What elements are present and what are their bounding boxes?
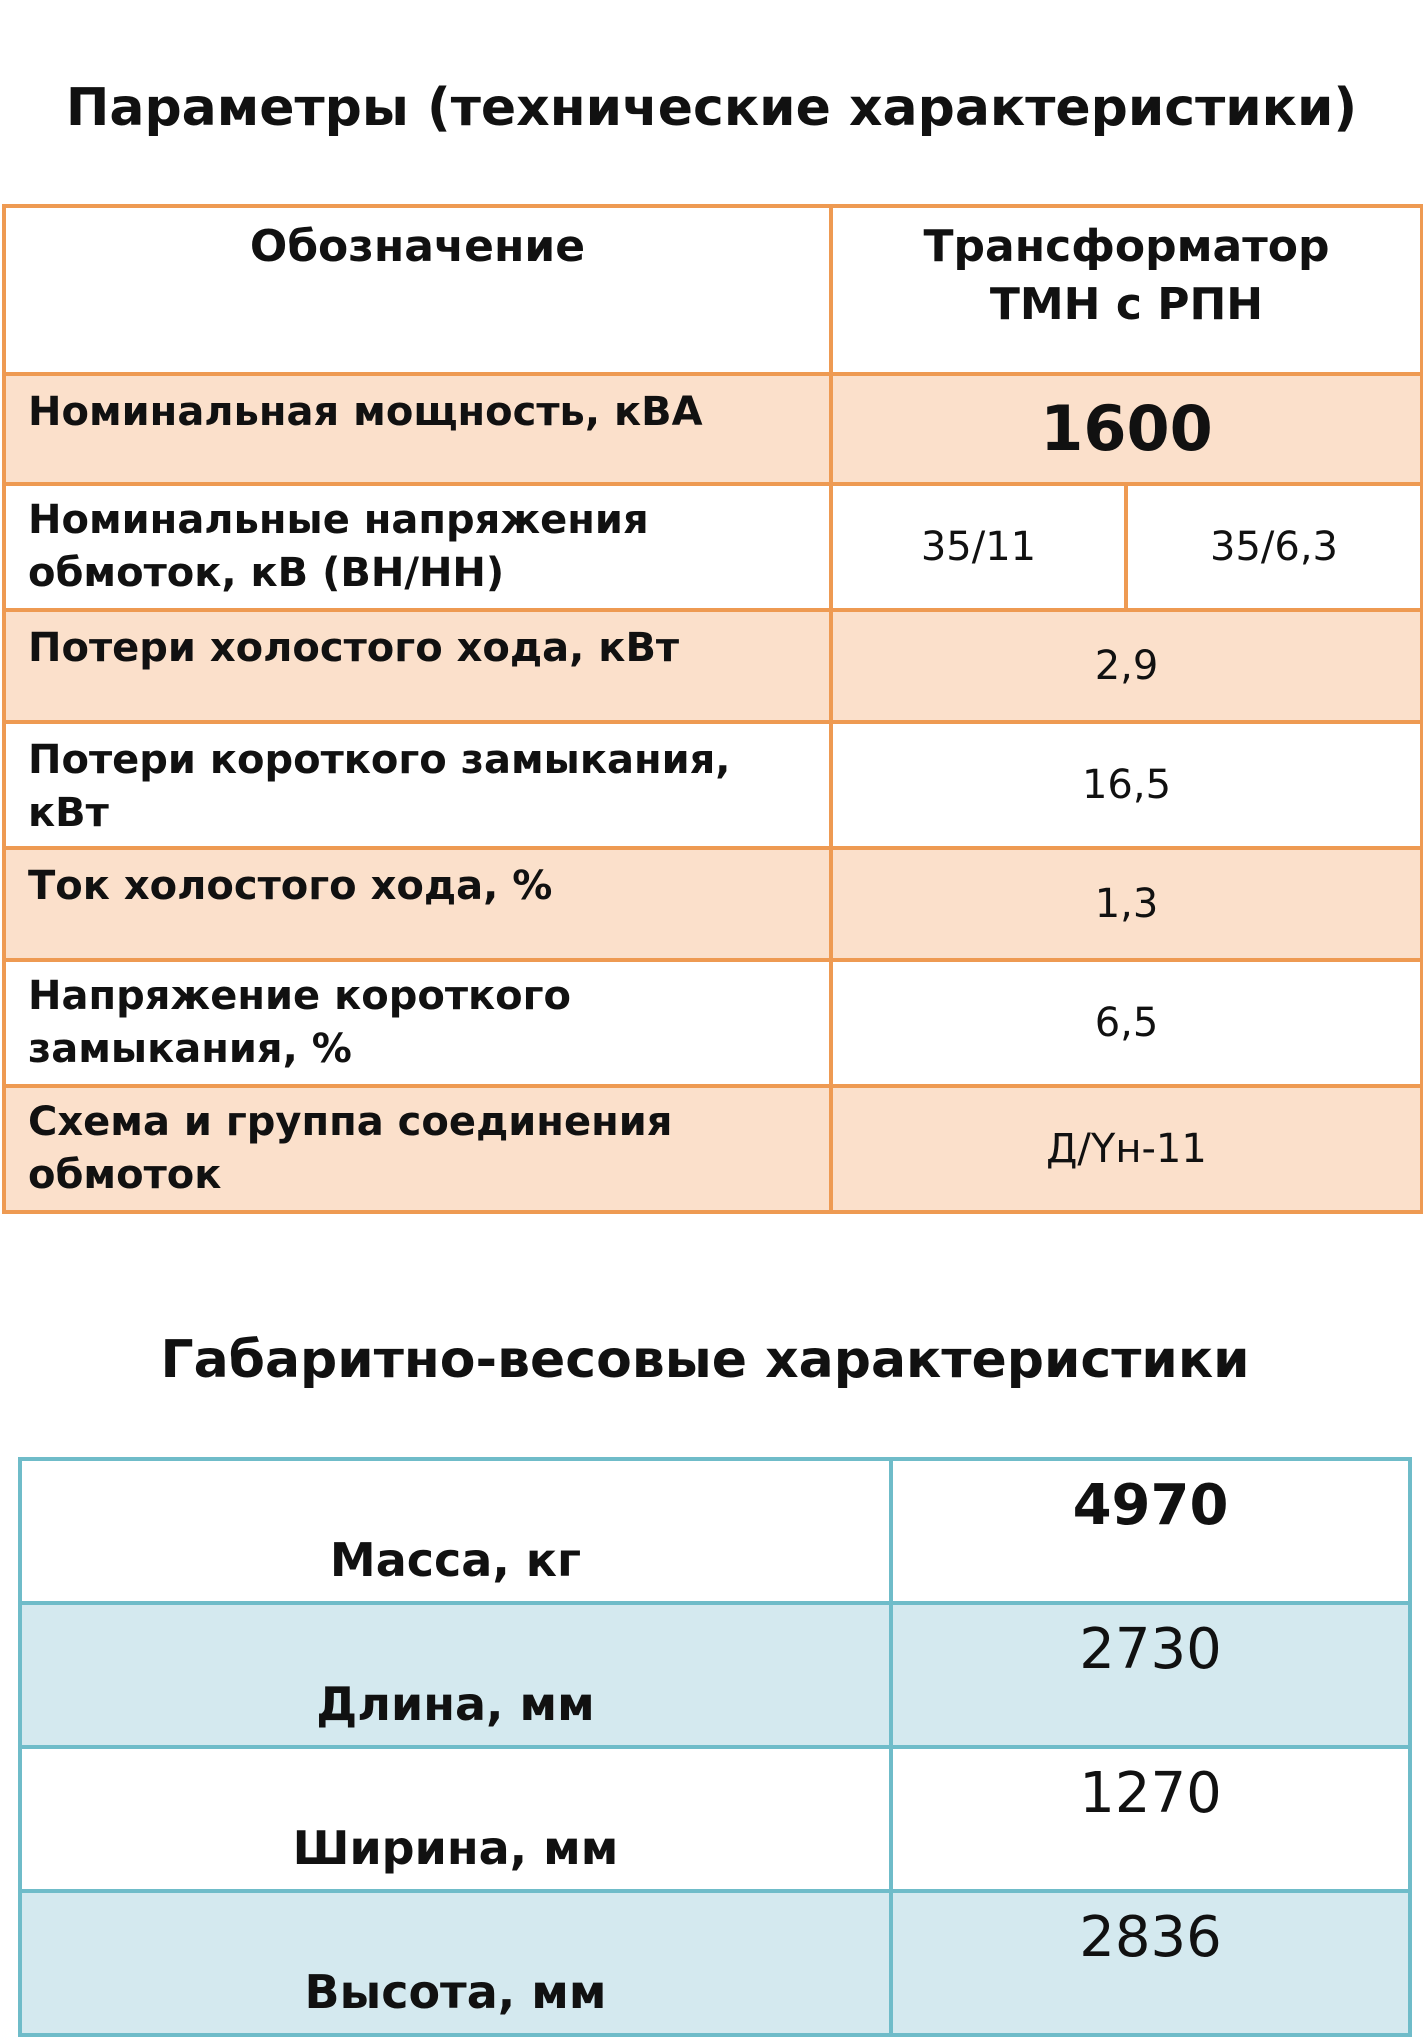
row-value: 2836 bbox=[891, 1891, 1410, 2035]
table-header-row bbox=[4, 206, 1422, 374]
header-transformer bbox=[831, 206, 1422, 374]
table-row bbox=[4, 610, 1422, 722]
table-row bbox=[4, 484, 1422, 610]
header-transformer-line2: ТМН с РПН bbox=[989, 279, 1264, 331]
row-value: 4970 bbox=[891, 1459, 1410, 1603]
parameters-table bbox=[2, 204, 1423, 1214]
row-value: 1,3 bbox=[831, 848, 1422, 960]
row-value: Д/Yн-11 bbox=[831, 1086, 1422, 1212]
table-row bbox=[20, 1459, 1410, 1603]
row-label-line1: Напряжение короткого bbox=[28, 973, 572, 1019]
row-value: 1270 bbox=[891, 1747, 1410, 1891]
row-label: Высота, мм bbox=[20, 1891, 891, 2035]
row-label: Масса, кг bbox=[20, 1459, 891, 1603]
table-row bbox=[4, 960, 1422, 1086]
page-title-dimensions: Габаритно-весовые характеристики bbox=[160, 1330, 1250, 1390]
row-value: 2730 bbox=[891, 1603, 1410, 1747]
row-value: 6,5 bbox=[831, 960, 1422, 1086]
table-row bbox=[20, 1747, 1410, 1891]
table-row bbox=[4, 722, 1422, 848]
row-value-hv-lv-6-3: 35/6,3 bbox=[1126, 484, 1422, 610]
row-label bbox=[4, 484, 831, 610]
row-value: 2,9 bbox=[831, 610, 1422, 722]
row-label bbox=[4, 960, 831, 1086]
table-row bbox=[4, 374, 1422, 484]
row-label-line1: Номинальные напряжения bbox=[28, 497, 649, 543]
header-designation bbox=[4, 206, 831, 374]
row-label-line2: обмоток, кВ (ВН/НН) bbox=[28, 549, 505, 596]
page-title-parameters: Параметры (технические характеристики) bbox=[65, 78, 1358, 138]
row-value: 16,5 bbox=[831, 722, 1422, 848]
row-label: Номинальная мощность, кВА bbox=[4, 374, 831, 484]
table-row bbox=[4, 848, 1422, 960]
row-label-line2: обмоток bbox=[28, 1151, 222, 1198]
row-value-hv-lv-11: 35/11 bbox=[831, 484, 1126, 610]
dimensions-table bbox=[18, 1457, 1412, 2037]
row-label: Потери холостого хода, кВт bbox=[4, 610, 831, 722]
row-label: Длина, мм bbox=[20, 1603, 891, 1747]
row-label-line2: замыкания, % bbox=[28, 1025, 352, 1072]
row-label: Ток холостого хода, % bbox=[4, 848, 831, 960]
table-row bbox=[4, 1086, 1422, 1212]
table-row bbox=[20, 1603, 1410, 1747]
header-transformer-line1: Трансформатор bbox=[923, 221, 1330, 272]
row-value bbox=[831, 374, 1422, 484]
row-label-line1: Схема и группа соединения bbox=[28, 1099, 673, 1145]
row-label: Ширина, мм bbox=[20, 1747, 891, 1891]
rated-power-value: 1600 bbox=[1040, 392, 1213, 466]
table-row bbox=[20, 1891, 1410, 2035]
row-label: Потери короткого замыкания, кВт bbox=[4, 722, 831, 848]
row-label bbox=[4, 1086, 831, 1212]
header-designation-label: Обозначение bbox=[249, 221, 586, 272]
